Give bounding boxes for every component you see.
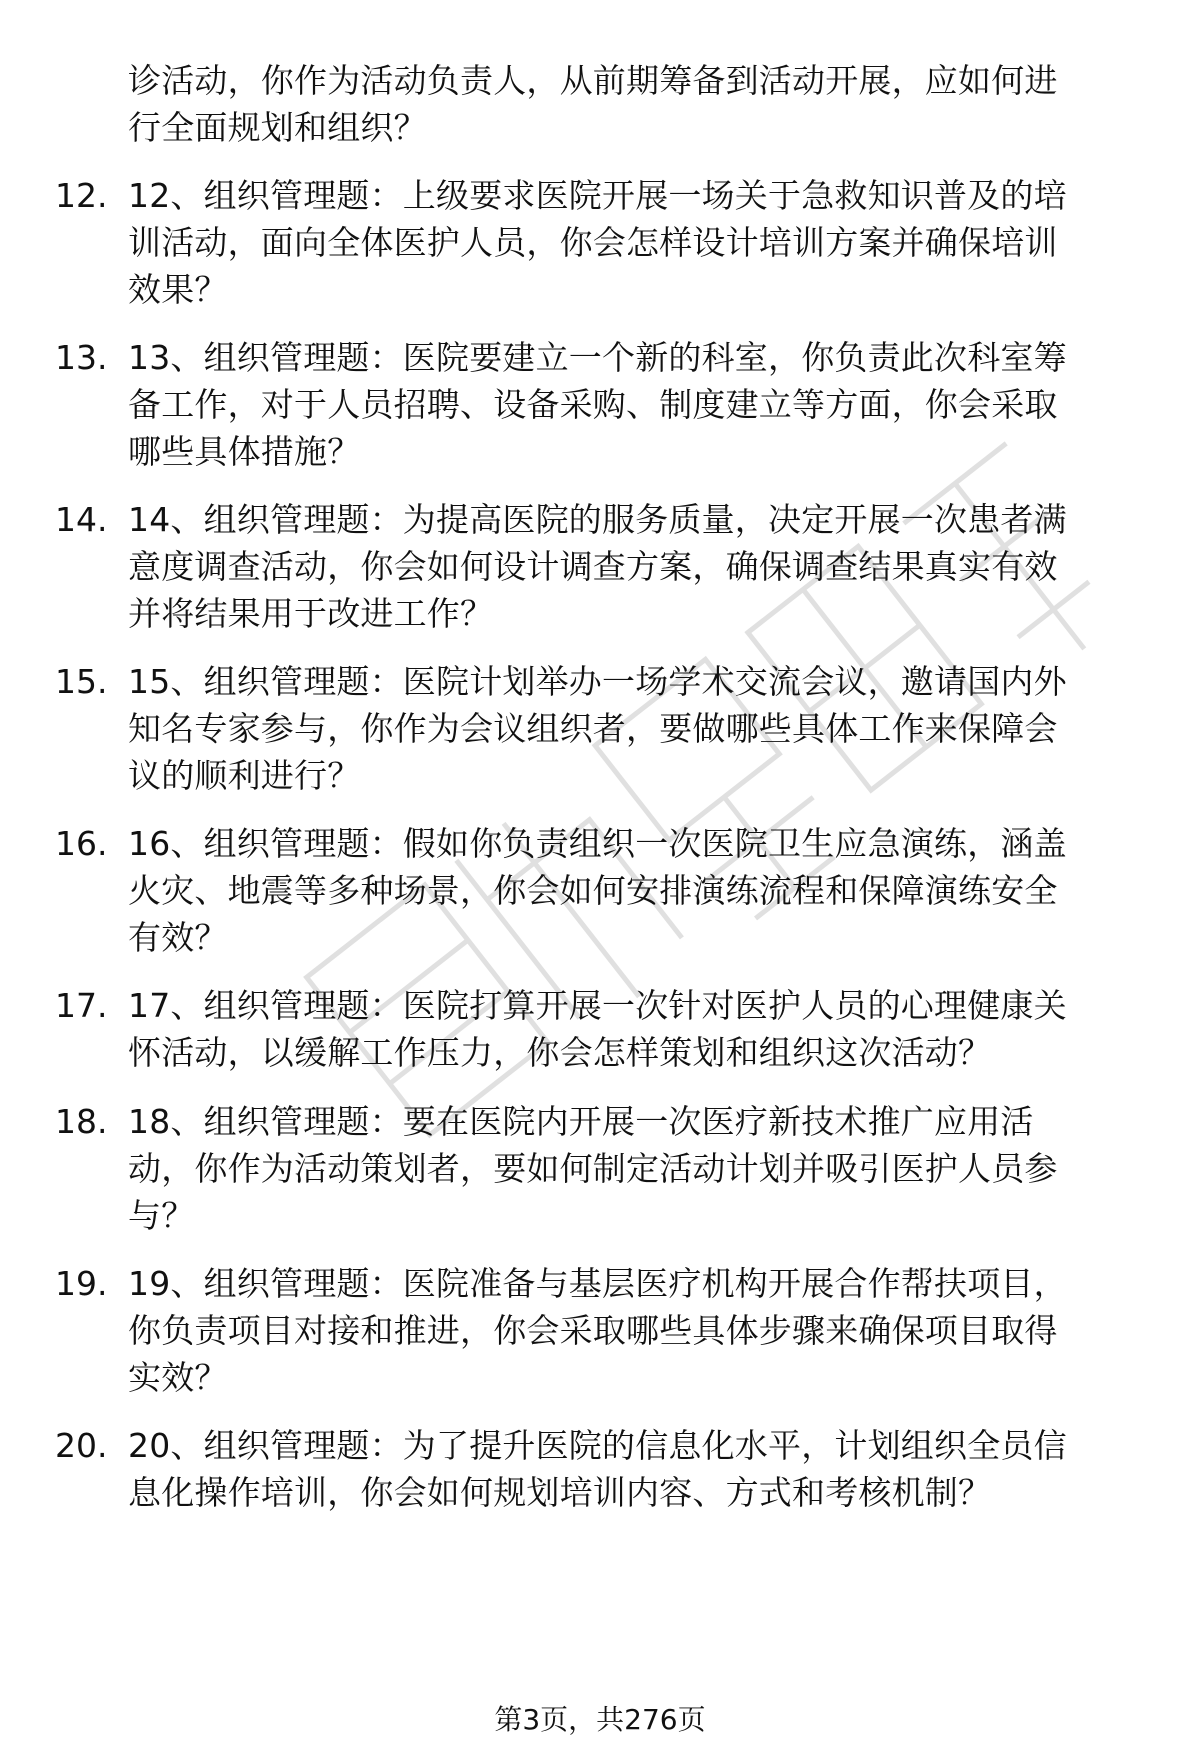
text-line: 18、组织管理题：要在医院内开展一次医疗新技术推广应用活 bbox=[128, 1102, 1034, 1141]
item-number: 20. bbox=[55, 1426, 108, 1465]
text-line: 怀活动，以缓解工作压力，你会怎样策划和组织这次活动？ bbox=[128, 1033, 992, 1072]
text-line: 行全面规划和组织？ bbox=[128, 108, 427, 147]
text-line: 息化操作培训，你会如何规划培训内容、方式和考核机制？ bbox=[128, 1473, 992, 1512]
text-line: 并将结果用于改进工作？ bbox=[128, 594, 494, 633]
item-number: 15. bbox=[55, 662, 108, 701]
item-number: 18. bbox=[55, 1102, 108, 1141]
text-line: 20、组织管理题：为了提升医院的信息化水平，计划组织全员信 bbox=[128, 1426, 1067, 1465]
text-line: 与？ bbox=[128, 1196, 195, 1235]
text-line: 16、组织管理题：假如你负责组织一次医院卫生应急演练，涵盖 bbox=[128, 824, 1067, 863]
text-line: 13、组织管理题：医院要建立一个新的科室，你负责此次科室筹 bbox=[128, 338, 1067, 377]
text-line: 议的顺利进行？ bbox=[128, 756, 361, 795]
item-number: 16. bbox=[55, 824, 108, 863]
text-line: 知名专家参与，你作为会议组织者，要做哪些具体工作来保障会 bbox=[128, 709, 1058, 748]
page-number: 第3页，共276页 bbox=[494, 1703, 706, 1736]
text-line: 训活动，面向全体医护人员，你会怎样设计培训方案并确保培训 bbox=[128, 223, 1058, 262]
item-number: 17. bbox=[55, 986, 108, 1025]
text-line: 有效？ bbox=[128, 918, 228, 957]
text-line: 诊活动，你作为活动负责人，从前期筹备到活动开展，应如何进 bbox=[128, 61, 1058, 100]
item-number: 12. bbox=[55, 176, 108, 215]
item-number: 13. bbox=[55, 338, 108, 377]
text-line: 12、组织管理题：上级要求医院开展一场关于急救知识普及的培 bbox=[128, 176, 1067, 215]
text-line: 17、组织管理题：医院打算开展一次针对医护人员的心理健康关 bbox=[128, 986, 1067, 1025]
text-line: 火灾、地震等多种场景，你会如何安排演练流程和保障演练安全 bbox=[128, 871, 1058, 910]
item-number: 14. bbox=[55, 500, 108, 539]
text-line: 哪些具体措施？ bbox=[128, 432, 361, 471]
text-line: 你负责项目对接和推进，你会采取哪些具体步骤来确保项目取得 bbox=[128, 1311, 1058, 1350]
text-line: 14、组织管理题：为提高医院的服务质量，决定开展一次患者满 bbox=[128, 500, 1067, 539]
text-line: 备工作，对于人员招聘、设备采购、制度建立等方面，你会采取 bbox=[128, 385, 1058, 424]
text-line: 15、组织管理题：医院计划举办一场学术交流会议，邀请国内外 bbox=[128, 662, 1067, 701]
text-line: 效果？ bbox=[128, 270, 228, 309]
text-line: 19、组织管理题：医院准备与基层医疗机构开展合作帮扶项目， bbox=[128, 1264, 1067, 1303]
text-line: 动，你作为活动策划者，要如何制定活动计划并吸引医护人员参 bbox=[128, 1149, 1058, 1188]
text-line: 实效？ bbox=[128, 1358, 228, 1397]
item-number: 19. bbox=[55, 1264, 108, 1303]
text-line: 意度调查活动，你会如何设计调查方案，确保调查结果真实有效 bbox=[128, 547, 1058, 586]
